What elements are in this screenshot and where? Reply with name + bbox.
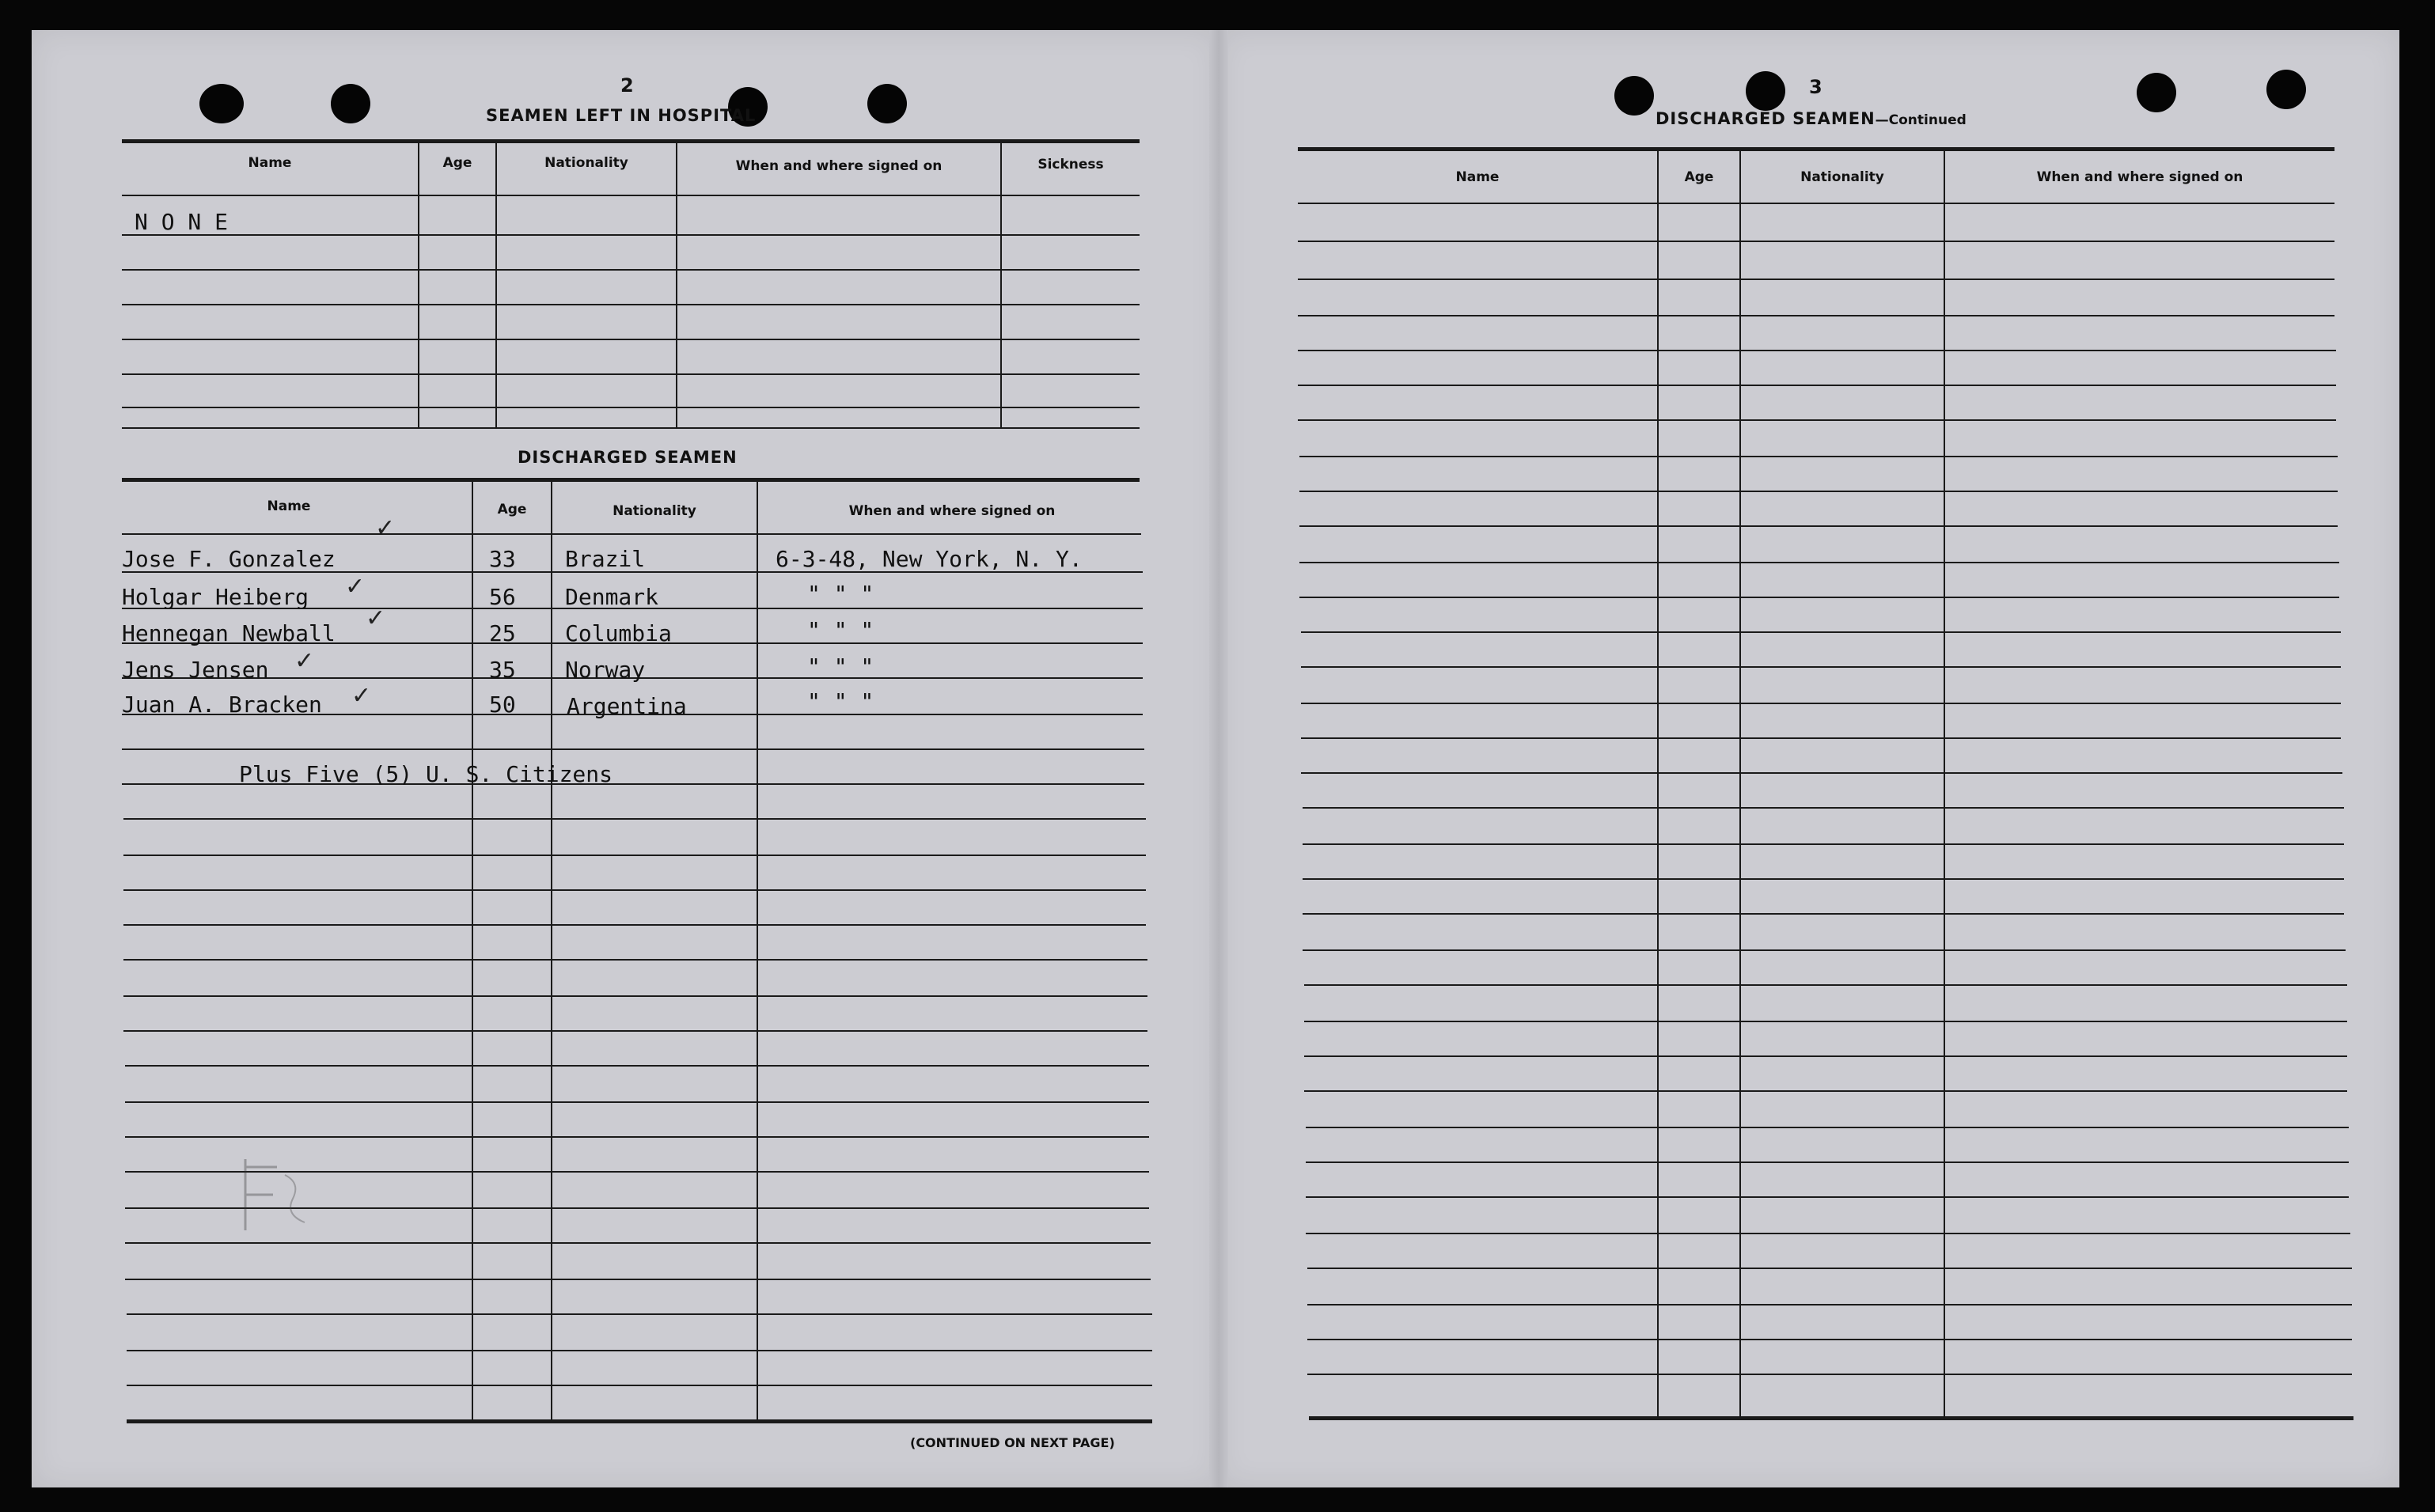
column-header-name: Name: [248, 155, 292, 171]
table-rule: [1306, 1196, 2349, 1198]
seaman-nationality: Denmark: [565, 584, 659, 610]
table-rule: [125, 1136, 1149, 1138]
seaman-signed-on: " " ": [807, 654, 874, 680]
table-rule: [1307, 1374, 2352, 1375]
table-rule: [123, 889, 1146, 891]
page-number: 2: [620, 74, 634, 97]
seaman-name: Juan A. Bracken: [122, 692, 322, 718]
table-rule: [122, 407, 1140, 408]
discharged-title-suffix: —Continued: [1875, 112, 1967, 128]
table-rule: [1304, 1090, 2347, 1092]
check-mark-icon: ✓: [375, 514, 396, 542]
check-mark-icon: ✓: [351, 682, 372, 710]
table-rule: [122, 427, 1140, 429]
discharged-section-title: DISCHARGED SEAMEN: [518, 448, 738, 467]
seaman-signed-on: 6-3-48, New York, N. Y.: [776, 546, 1083, 572]
table-rule: [1301, 631, 2341, 633]
column-header-age: Age: [442, 155, 472, 171]
hospital-entry: N O N E: [135, 209, 229, 235]
table-rule: [125, 1242, 1151, 1244]
citizens-note: Plus Five (5) U. S. Citizens: [239, 761, 613, 787]
table-rule: [1298, 385, 2336, 386]
table-rule: [122, 139, 1140, 143]
column-header-signed-on: When and where signed on: [735, 158, 943, 174]
seaman-age: 25: [489, 620, 516, 646]
punch-hole: [2137, 73, 2176, 112]
column-divider: [472, 481, 473, 1423]
table-rule: [1299, 491, 2338, 492]
table-rule: [1309, 1416, 2353, 1420]
column-divider: [1739, 150, 1741, 1419]
table-rule: [1303, 843, 2344, 845]
table-rule: [123, 924, 1146, 926]
column-divider: [757, 481, 758, 1423]
seaman-nationality: Norway: [565, 657, 646, 683]
continued-footer: (CONTINUED ON NEXT PAGE): [910, 1435, 1115, 1450]
table-rule: [127, 1419, 1152, 1423]
table-rule: [1307, 1339, 2352, 1340]
punch-hole: [867, 84, 907, 123]
table-rule: [1304, 984, 2347, 986]
table-rule: [1307, 1304, 2352, 1305]
seaman-signed-on: " " ": [807, 581, 874, 607]
table-rule: [123, 1030, 1147, 1032]
table-rule: [1304, 1055, 2347, 1057]
seaman-name: Jose F. Gonzalez: [122, 546, 336, 572]
table-rule: [1299, 525, 2338, 527]
table-rule: [1299, 456, 2338, 457]
table-rule: [125, 1279, 1151, 1280]
punch-hole: [1746, 71, 1785, 111]
table-rule: [1298, 419, 2336, 421]
table-rule: [122, 373, 1140, 375]
check-mark-icon: ✓: [345, 573, 366, 601]
table-rule: [1298, 241, 2334, 242]
column-header-name: Name: [267, 498, 311, 514]
table-rule: [1306, 1127, 2349, 1128]
column-divider: [495, 142, 497, 427]
column-header-nationality: Nationality: [544, 155, 628, 171]
table-rule: [1301, 737, 2341, 739]
column-header-nationality: Nationality: [1800, 169, 1884, 185]
column-header-signed-on: When and where signed on: [848, 503, 1056, 519]
punch-hole: [199, 84, 244, 123]
table-rule: [1303, 878, 2344, 880]
seaman-name: Hennegan Newball: [122, 620, 336, 646]
column-header-sickness: Sickness: [1037, 157, 1104, 172]
table-rule: [1304, 1021, 2347, 1022]
seaman-age: 33: [489, 546, 516, 572]
table-rule: [122, 234, 1140, 236]
page-gutter: [1209, 30, 1228, 1487]
column-header-name: Name: [1455, 169, 1500, 185]
table-rule: [125, 1101, 1149, 1103]
table-rule: [1301, 666, 2341, 668]
table-rule: [122, 533, 1141, 535]
table-rule: [123, 995, 1147, 997]
table-rule: [123, 959, 1147, 961]
column-divider: [418, 142, 419, 427]
seaman-age: 35: [489, 657, 516, 683]
table-rule: [1307, 1268, 2352, 1269]
table-rule: [1303, 807, 2344, 809]
table-rule: [1298, 147, 2334, 151]
table-rule: [1298, 203, 2334, 204]
hospital-section-title: SEAMEN LEFT IN HOSPITAL: [486, 106, 757, 125]
punch-hole: [1614, 76, 1654, 116]
table-rule: [125, 1065, 1149, 1067]
seaman-signed-on: " " ": [807, 688, 874, 714]
faint-stamp-mark: [229, 1151, 317, 1238]
seaman-name: Jens Jensen: [122, 657, 269, 683]
check-mark-icon: ✓: [366, 604, 386, 632]
table-rule: [123, 855, 1146, 856]
column-divider: [676, 142, 677, 427]
table-rule: [1299, 562, 2339, 563]
discharged-continued-title: [1656, 109, 1967, 128]
table-rule: [1303, 949, 2346, 951]
table-rule: [1306, 1233, 2350, 1234]
table-rule: [1306, 1161, 2349, 1163]
seaman-nationality: Argentina: [567, 693, 687, 719]
table-rule: [1298, 350, 2336, 351]
page-number: 3: [1809, 76, 1822, 98]
left-page: [32, 30, 1219, 1487]
seaman-nationality: Columbia: [565, 620, 672, 646]
table-rule: [1298, 279, 2334, 280]
column-header-age: Age: [497, 502, 527, 517]
table-rule: [122, 748, 1144, 750]
column-header-age: Age: [1684, 169, 1714, 185]
check-mark-icon: ✓: [294, 647, 315, 675]
table-rule: [122, 304, 1140, 305]
table-rule: [1298, 315, 2334, 316]
column-divider: [551, 481, 552, 1423]
table-rule: [122, 195, 1140, 196]
table-rule: [127, 1313, 1152, 1315]
punch-hole: [2266, 70, 2306, 109]
column-header-nationality: Nationality: [613, 503, 696, 519]
table-rule: [1299, 597, 2339, 598]
table-rule: [1303, 913, 2344, 915]
table-rule: [122, 339, 1140, 340]
discharged-title-main: DISCHARGED SEAMEN: [1656, 109, 1876, 128]
seaman-nationality: Brazil: [565, 546, 646, 572]
seaman-age: 56: [489, 584, 516, 610]
table-rule: [122, 478, 1140, 482]
column-header-signed-on: When and where signed on: [2036, 169, 2243, 185]
column-divider: [1657, 150, 1659, 1419]
seaman-signed-on: " " ": [807, 617, 874, 643]
table-rule: [1301, 703, 2341, 704]
column-divider: [1000, 142, 1002, 427]
table-rule: [122, 269, 1140, 271]
table-rule: [123, 818, 1146, 820]
seaman-age: 50: [489, 692, 516, 718]
punch-hole: [331, 84, 370, 123]
table-rule: [1301, 772, 2342, 774]
table-rule: [127, 1385, 1152, 1386]
seaman-name: Holgar Heiberg: [122, 584, 309, 610]
table-rule: [127, 1350, 1152, 1351]
column-divider: [1944, 150, 1945, 1419]
